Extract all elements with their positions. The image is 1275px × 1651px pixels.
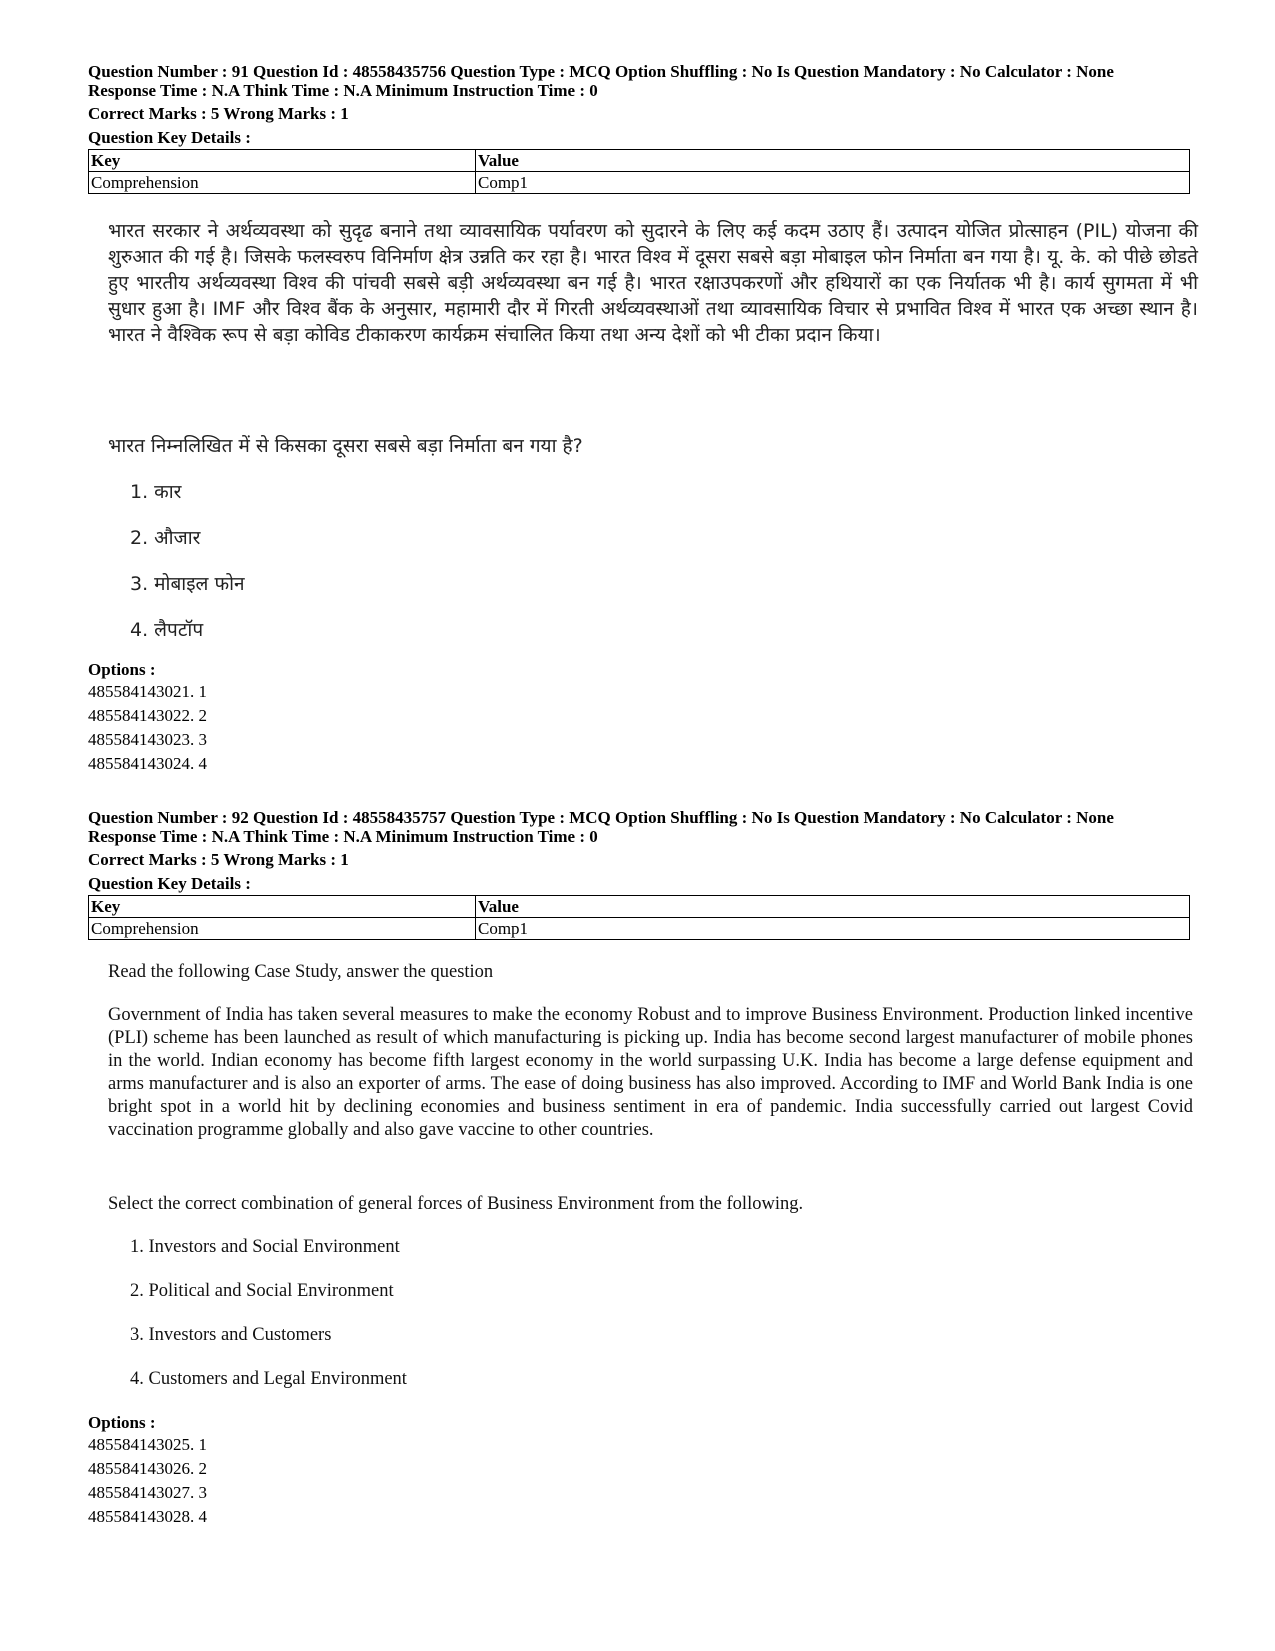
meta-line-2: Response Time : N.A Think Time : N.A Minimum Instruction Time : 0	[88, 81, 598, 100]
options-heading: Options :	[88, 1413, 156, 1432]
key-details-heading: Question Key Details :	[88, 128, 251, 147]
list-item: 485584143025. 1	[88, 1435, 207, 1454]
key-header-cell: Key	[89, 896, 476, 918]
value-header-cell: Value	[476, 896, 1190, 918]
marks-line: Correct Marks : 5 Wrong Marks : 1	[88, 104, 349, 123]
options-block	[88, 1413, 207, 1529]
list-item: 485584143023. 3	[88, 730, 207, 749]
table-row	[89, 172, 1190, 194]
table-row	[89, 150, 1190, 172]
choice-1: 1. Investors and Social Environment	[130, 1237, 400, 1257]
question-91	[88, 62, 1190, 194]
key-details-table	[88, 895, 1190, 940]
key-cell: Comprehension	[89, 172, 476, 194]
value-cell: Comp1	[476, 918, 1190, 940]
case-study-intro: Read the following Case Study, answer the question	[108, 962, 494, 982]
choice-4: 4. Customers and Legal Environment	[130, 1369, 407, 1389]
meta-line-1: Question Number : 91 Question Id : 48558435756 Question Type : MCQ Option Shuffling : No Is Question Mandatory : No Calculator : None	[88, 62, 1114, 81]
options-list	[88, 680, 207, 776]
list-item: 485584143021. 1	[88, 682, 207, 701]
choice-2: 2. Political and Social Environment	[130, 1281, 394, 1301]
choice-1: 1. कार	[130, 481, 182, 503]
table-row	[89, 896, 1190, 918]
question-stem: Select the correct combination of general forces of Business Environment from the following.	[108, 1194, 804, 1214]
passage-english: Government of India has taken several measures to make the economy Robust and to improve Business Environment. Production linked incentive (PLI) scheme has been launched as result of which manufacturing is picking up. India has become second largest manufacturer of mobile phones in the world. Indian economy has become fifth largest economy in the world surpassing U.K. India has become a large defense equipment and arms manufacturer and is also an exporter of arms. The ease of doing business has also improved. According to IMF and World Bank India is one bright spot in a world hit by declining economies and business sentiment in era of pandemic. India successfully carried out largest Covid vaccination programme globally and also gave vaccine to other countries.	[108, 1005, 1193, 1140]
question-meta	[88, 62, 1190, 100]
key-header-cell: Key	[89, 150, 476, 172]
key-cell: Comprehension	[89, 918, 476, 940]
meta-line-1: Question Number : 92 Question Id : 48558435757 Question Type : MCQ Option Shuffling : No Is Question Mandatory : No Calculator : None	[88, 808, 1114, 827]
question-meta	[88, 808, 1190, 846]
choice-2: 2. औजार	[130, 527, 201, 549]
passage-hindi: भारत सरकार ने अर्थव्यवस्था को सुदृढ बनाने तथा व्यावसायिक पर्यावरण को सुदारने के लिए कई कदम उठाए हैं। उत्पादन योजित प्रोत्साहन (PIL) योजना की शुरुआत की गई है। जिसके फलस्वरुप विनिर्माण क्षेत्र उन्नति कर रहा है। भारत विश्व में दूसरा सबसे बड़ा मोबाइल फोन निर्माता बन गया है। यू. के. को पीछे छोडते हुए भारतीय अर्थव्यवस्था विश्व की पांचवी सबसे बड़ी अर्थव्यवस्था बन गई है। भारत रक्षाउपकरणों और हथियारों का एक निर्यातक भी है। कार्य सुगमता में भी सुधार हुआ है। IMF और विश्व बैंक के अनुसार, महामारी दौर में गिरती अर्थव्यवस्थाओं तथा व्यावसायिक विचार से प्रभावित विश्व में भारत एक अच्छा स्थान है। भारत ने वैश्विक रूप से बड़ा कोविड टीकाकरण कार्यक्रम संचालित किया तथा अन्य देशों को भी टीका प्रदान किया।	[108, 220, 1198, 346]
list-item: 485584143028. 4	[88, 1507, 207, 1526]
key-details-heading: Question Key Details :	[88, 874, 251, 893]
list-item: 485584143026. 2	[88, 1459, 207, 1478]
value-header-cell: Value	[476, 150, 1190, 172]
choice-4: 4. लैपटॉप	[130, 619, 204, 641]
choice-3: 3. मोबाइल फोन	[130, 573, 245, 595]
options-heading: Options :	[88, 660, 156, 679]
options-block	[88, 660, 207, 776]
list-item: 485584143024. 4	[88, 754, 207, 773]
meta-line-2: Response Time : N.A Think Time : N.A Minimum Instruction Time : 0	[88, 827, 598, 846]
key-details-table	[88, 149, 1190, 194]
list-item: 485584143027. 3	[88, 1483, 207, 1502]
list-item: 485584143022. 2	[88, 706, 207, 725]
question-stem: भारत निम्नलिखित में से किसका दूसरा सबसे बड़ा निर्माता बन गया है?	[108, 435, 583, 457]
value-cell: Comp1	[476, 172, 1190, 194]
question-92	[88, 808, 1190, 940]
marks-line: Correct Marks : 5 Wrong Marks : 1	[88, 850, 349, 869]
table-row	[89, 918, 1190, 940]
choice-3: 3. Investors and Customers	[130, 1325, 332, 1345]
options-list	[88, 1433, 207, 1529]
